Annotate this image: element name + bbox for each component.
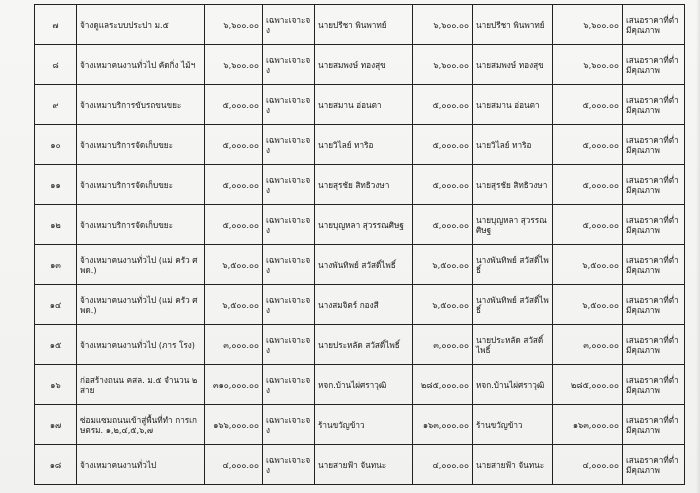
bidder-name: หจก.บ้านไผ่ศราวุฒิ [315, 365, 413, 405]
procurement-method: เฉพาะเจาะจง [263, 445, 315, 485]
row-number: ๑๐ [35, 125, 77, 165]
table-row [35, 285, 685, 325]
bidder-name: นายสมาน อ่อนตา [315, 85, 413, 125]
procurement-method: เฉพาะเจาะจง [263, 325, 315, 365]
item-description: ซ่อมแซมถนนเข้าสู่พื้นที่ทำ การเกษตรม. ๑,๒,๔,๕,๖,๗ [77, 405, 205, 445]
row-number: ๑๑ [35, 165, 77, 205]
item-description: จ้างเหมาคนงานทั่วไป (แม่ ครัว ศพด.) [77, 285, 205, 325]
bid-price: ๕,๐๐๐.๐๐ [413, 85, 473, 125]
selected-vendor: นายบุญหลา สุวรรณ ศิษฐ [473, 205, 553, 245]
selected-vendor: นางพันทิพย์ สวัสดิ์ไพธิ์ [473, 245, 553, 285]
selection-reason: เสนอราคาที่ต่ำ มีคุณภาพ [623, 5, 685, 45]
budget-amount: ๖,๕๐๐.๐๐ [205, 285, 263, 325]
row-number: ๑๔ [35, 285, 77, 325]
procurement-method: เฉพาะเจาะจง [263, 85, 315, 125]
table-row [35, 125, 685, 165]
selection-reason: เสนอราคาที่ต่ำ มีคุณภาพ [623, 445, 685, 485]
selected-vendor: นายสุรชัย สิทธิวงษา [473, 165, 553, 205]
budget-amount: ๔,๐๐๐.๐๐ [205, 445, 263, 485]
budget-amount: ๖,๖๐๐.๐๐ [205, 5, 263, 45]
bid-price: ๓,๐๐๐.๐๐ [413, 325, 473, 365]
procurement-method: เฉพาะเจาะจง [263, 205, 315, 245]
table-row [35, 85, 685, 125]
selection-reason: เสนอราคาที่ต่ำ มีคุณภาพ [623, 285, 685, 325]
bidder-name: นายบุญหลา สุวรรณศิษฐ [315, 205, 413, 245]
procurement-method: เฉพาะเจาะจง [263, 285, 315, 325]
bid-price: ๑๖๓,๐๐๐.๐๐ [413, 405, 473, 445]
item-description: จ้างเหมาคนงานทั่วไป คัดกิ่ง ไม้ฯ [77, 45, 205, 85]
budget-amount: ๓,๐๐๐.๐๐ [205, 325, 263, 365]
bidder-name: ร้านขวัญข้าว [315, 405, 413, 445]
procurement-method: เฉพาะเจาะจง [263, 405, 315, 445]
row-number: ๑๘ [35, 445, 77, 485]
budget-amount: ๕,๐๐๐.๐๐ [205, 165, 263, 205]
bid-price: ๕,๐๐๐.๐๐ [413, 125, 473, 165]
bidder-name: นายสายฟ้า จันทนะ [315, 445, 413, 485]
table-row [35, 245, 685, 285]
table-row [35, 445, 685, 485]
agreed-price: ๒๘๕,๐๐๐.๐๐ [553, 365, 623, 405]
bid-price: ๖,๕๐๐.๐๐ [413, 245, 473, 285]
table-row [35, 325, 685, 365]
agreed-price: ๕,๐๐๐.๐๐ [553, 205, 623, 245]
selected-vendor: นายวิไลย์ ทาริอ [473, 125, 553, 165]
table-row [35, 45, 685, 85]
agreed-price: ๔,๐๐๐.๐๐ [553, 445, 623, 485]
agreed-price: ๕,๐๐๐.๐๐ [553, 125, 623, 165]
agreed-price: ๕,๐๐๐.๐๐ [553, 85, 623, 125]
row-number: ๗ [35, 5, 77, 45]
procurement-method: เฉพาะเจาะจง [263, 245, 315, 285]
bidder-name: นายสมพงษ์ ทองสุข [315, 45, 413, 85]
agreed-price: ๖,๕๐๐.๐๐ [553, 245, 623, 285]
row-number: ๘ [35, 45, 77, 85]
row-number: ๑๖ [35, 365, 77, 405]
agreed-price: ๕,๐๐๐.๐๐ [553, 165, 623, 205]
budget-amount: ๖,๕๐๐.๐๐ [205, 245, 263, 285]
agreed-price: ๖,๖๐๐.๐๐ [553, 5, 623, 45]
table-row [35, 5, 685, 45]
procurement-table [34, 4, 685, 485]
selection-reason: เสนอราคาที่ต่ำ มีคุณภาพ [623, 245, 685, 285]
bid-price: ๖,๖๐๐.๐๐ [413, 5, 473, 45]
budget-amount: ๖,๖๐๐.๐๐ [205, 45, 263, 85]
table-row [35, 405, 685, 445]
selected-vendor: นายปรีชา พินพาทย์ [473, 5, 553, 45]
table-row [35, 205, 685, 245]
table-row [35, 365, 685, 405]
selection-reason: เสนอราคาที่ต่ำ มีคุณภาพ [623, 165, 685, 205]
agreed-price: ๑๖๓,๐๐๐.๐๐ [553, 405, 623, 445]
row-number: ๑๒ [35, 205, 77, 245]
agreed-price: ๖,๕๐๐.๐๐ [553, 285, 623, 325]
selection-reason: เสนอราคาที่ต่ำ มีคุณภาพ [623, 205, 685, 245]
procurement-method: เฉพาะเจาะจง [263, 45, 315, 85]
budget-amount: ๕,๐๐๐.๐๐ [205, 125, 263, 165]
bidder-name: นายปรีชา พินพาทย์ [315, 5, 413, 45]
selection-reason: เสนอราคาที่ต่ำ มีคุณภาพ [623, 365, 685, 405]
procurement-method: เฉพาะเจาะจง [263, 165, 315, 205]
agreed-price: ๓,๐๐๐.๐๐ [553, 325, 623, 365]
selected-vendor: นายสมาน อ่อนตา [473, 85, 553, 125]
selection-reason: เสนอราคาที่ต่ำ มีคุณภาพ [623, 45, 685, 85]
budget-amount: ๕,๐๐๐.๐๐ [205, 85, 263, 125]
selection-reason: เสนอราคาที่ต่ำ มีคุณภาพ [623, 405, 685, 445]
selection-reason: เสนอราคาที่ต่ำ มีคุณภาพ [623, 85, 685, 125]
budget-amount: ๕,๐๐๐.๐๐ [205, 205, 263, 245]
item-description: จ้างเหมาบริการขับรถขนขยะ [77, 85, 205, 125]
selected-vendor: นายประหลัด สวัสดิ์ ไพธิ์ [473, 325, 553, 365]
bidder-name: นายประหลัด สวัสดิ์ไพธิ์ [315, 325, 413, 365]
bidder-name: นางพันทิพย์ สวัสดิ์ไพธิ์ [315, 245, 413, 285]
page-edge-shadow [696, 0, 700, 493]
agreed-price: ๖,๖๐๐.๐๐ [553, 45, 623, 85]
table-body [35, 5, 685, 485]
bidder-name: นางสมจิตร์ กองสี [315, 285, 413, 325]
item-description: จ้างดูแลระบบประปา ม.๕ [77, 5, 205, 45]
bidder-name: นายสุรชัย สิทธิวงษา [315, 165, 413, 205]
selected-vendor: นายสายฟ้า จันทนะ [473, 445, 553, 485]
item-description: จ้างเหมาบริการจัดเก็บขยะ [77, 205, 205, 245]
bid-price: ๖,๖๐๐.๐๐ [413, 45, 473, 85]
row-number: ๑๗ [35, 405, 77, 445]
bid-price: ๔,๐๐๐.๐๐ [413, 445, 473, 485]
bid-price: ๕,๐๐๐.๐๐ [413, 205, 473, 245]
selection-reason: เสนอราคาที่ต่ำ มีคุณภาพ [623, 325, 685, 365]
item-description: จ้างเหมาบริการจัดเก็บขยะ [77, 165, 205, 205]
item-description: จ้างเหมาคนงานทั่วไป (แม่ ครัว ศพด.) [77, 245, 205, 285]
bidder-name: นายวิไลย์ ทาริอ [315, 125, 413, 165]
procurement-method: เฉพาะเจาะจง [263, 5, 315, 45]
table-row [35, 165, 685, 205]
row-number: ๑๕ [35, 325, 77, 365]
bid-price: ๖,๕๐๐.๐๐ [413, 285, 473, 325]
row-number: ๑๓ [35, 245, 77, 285]
procurement-method: เฉพาะเจาะจง [263, 125, 315, 165]
selected-vendor: ร้านขวัญข้าว [473, 405, 553, 445]
procurement-method: เฉพาะเจาะจง [263, 365, 315, 405]
selected-vendor: นายสมพงษ์ ทองสุข [473, 45, 553, 85]
selected-vendor: นางพันทิพย์ สวัสดิ์ไพธิ์ [473, 285, 553, 325]
budget-amount: ๓๑๐,๐๐๐.๐๐ [205, 365, 263, 405]
row-number: ๙ [35, 85, 77, 125]
item-description: จ้างเหมาคนงานทั่วไป [77, 445, 205, 485]
selection-reason: เสนอราคาที่ต่ำ มีคุณภาพ [623, 125, 685, 165]
selected-vendor: หจก.บ้านไผ่ศราวุฒิ [473, 365, 553, 405]
item-description: ก่อสร้างถนน คสล. ม.๕ จำนวน ๒ สาย [77, 365, 205, 405]
budget-amount: ๑๖๖,๐๐๐.๐๐ [205, 405, 263, 445]
item-description: จ้างเหมาคนงานทั่วไป (ภาร โรง) [77, 325, 205, 365]
bid-price: ๕,๐๐๐.๐๐ [413, 165, 473, 205]
bid-price: ๒๘๕,๐๐๐.๐๐ [413, 365, 473, 405]
item-description: จ้างเหมาบริการจัดเก็บขยะ [77, 125, 205, 165]
